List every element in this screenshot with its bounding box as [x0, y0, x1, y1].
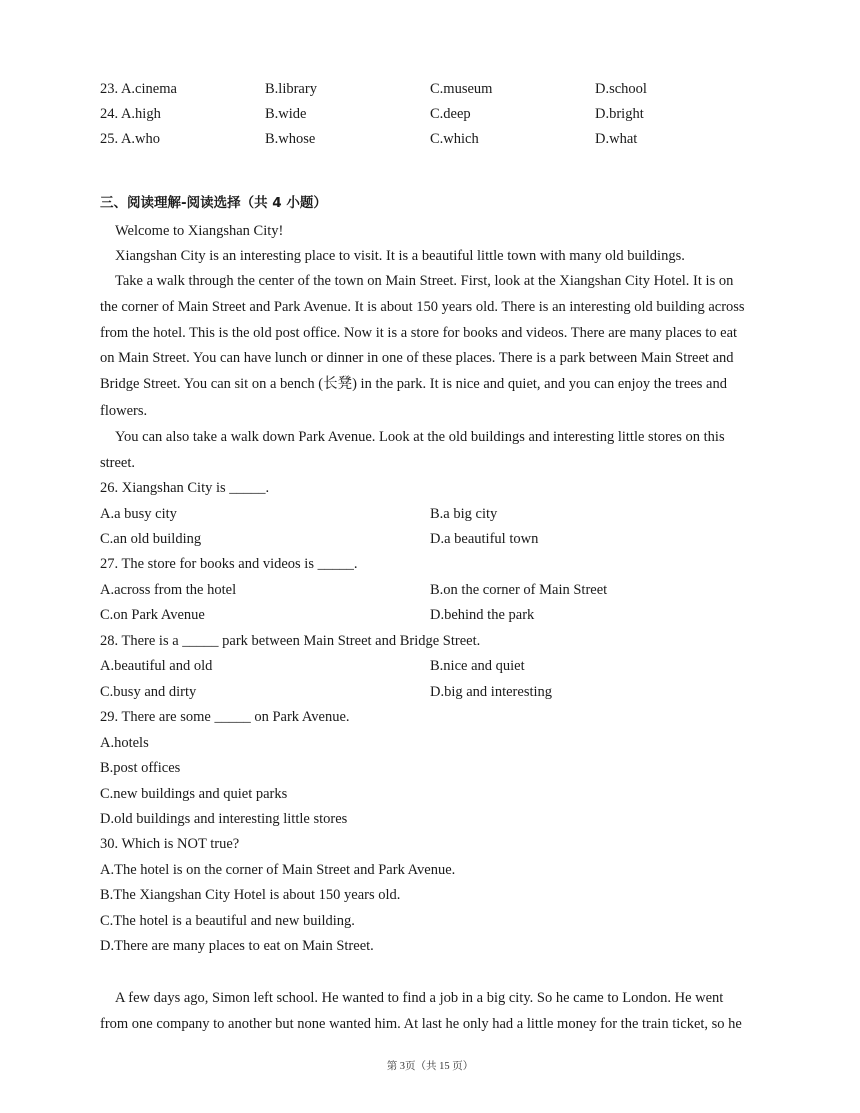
- passage-line: from the hotel. This is the old post office. Now it is a store for books and videos. There are many places to eat: [100, 325, 738, 341]
- q23-option-c: C.museum: [430, 81, 493, 97]
- q30-option-c: C.The hotel is a beautiful and new building.: [100, 913, 355, 929]
- q25-option-d: D.what: [595, 131, 638, 147]
- passage-line: flowers.: [100, 403, 148, 419]
- q29-option-b: B.post offices: [100, 760, 181, 776]
- q26-option-d: D.a beautiful town: [430, 531, 539, 547]
- q25-option-c: C.which: [430, 131, 479, 147]
- q23-option-b: B.library: [265, 81, 317, 97]
- question-28-stem: 28. There is a _____ park between Main Street and Bridge Street.: [100, 633, 481, 649]
- q28-option-a: A.beautiful and old: [100, 658, 213, 674]
- passage-line: Take a walk through the center of the town on Main Street. First, look at the Xiangshan City Hotel. It is on: [115, 273, 734, 289]
- q26-option-b: B.a big city: [430, 506, 498, 522]
- q23-option-d: D.school: [595, 81, 647, 97]
- passage-line: You can also take a walk down Park Avenue. Look at the old buildings and interesting little stores on this: [115, 429, 725, 445]
- q27-option-b: B.on the corner of Main Street: [430, 582, 608, 598]
- q24-option-a: 24. A.high: [100, 106, 161, 122]
- next-passage-line: A few days ago, Simon left school. He wanted to find a job in a big city. So he came to London. He went: [115, 990, 724, 1006]
- q29-option-d: D.old buildings and interesting little stores: [100, 811, 348, 827]
- q27-option-a: A.across from the hotel: [100, 582, 237, 598]
- q27-option-c: C.on Park Avenue: [100, 607, 205, 623]
- question-27-stem: 27. The store for books and videos is _____.: [100, 556, 358, 572]
- passage-title: Welcome to Xiangshan City!: [115, 223, 284, 239]
- question-30-stem: 30. Which is NOT true?: [100, 836, 240, 852]
- q23-option-a: 23. A.cinema: [100, 81, 177, 97]
- passage-line: the corner of Main Street and Park Avenue. It is about 150 years old. There is an interesting old building across: [100, 299, 745, 315]
- next-passage-line: from one company to another but none wanted him. At last he only had a little money for the train ticket, so he: [100, 1016, 742, 1032]
- q25-option-b: B.whose: [265, 131, 316, 147]
- q30-option-d: D.There are many places to eat on Main Street.: [100, 938, 374, 954]
- q27-option-d: D.behind the park: [430, 607, 535, 623]
- section-heading: 三、阅读理解-阅读选择（共 4 小题）: [100, 195, 327, 211]
- q24-option-b: B.wide: [265, 106, 307, 122]
- passage-line: Bridge Street. You can sit on a bench (长凳) in the park. It is nice and quiet, and you can enjoy the trees and: [100, 376, 727, 392]
- passage-line: on Main Street. You can have lunch or dinner in one of these places. There is a park between Main Street and: [100, 350, 734, 366]
- q30-option-b: B.The Xiangshan City Hotel is about 150 years old.: [100, 887, 401, 903]
- passage-line: street.: [100, 455, 136, 471]
- passage-line: Xiangshan City is an interesting place to visit. It is a beautiful little town with many old buildings.: [115, 248, 685, 264]
- question-26-stem: 26. Xiangshan City is _____.: [100, 480, 270, 496]
- q28-option-b: B.nice and quiet: [430, 658, 525, 674]
- q28-option-c: C.busy and dirty: [100, 684, 197, 700]
- q29-option-a: A.hotels: [100, 735, 149, 751]
- q26-option-c: C.an old building: [100, 531, 202, 547]
- q29-option-c: C.new buildings and quiet parks: [100, 786, 288, 802]
- q26-option-a: A.a busy city: [100, 506, 177, 522]
- q28-option-d: D.big and interesting: [430, 684, 553, 700]
- q24-option-d: D.bright: [595, 106, 644, 122]
- q24-option-c: C.deep: [430, 106, 471, 122]
- question-29-stem: 29. There are some _____ on Park Avenue.: [100, 709, 350, 725]
- q25-option-a: 25. A.who: [100, 131, 161, 147]
- page-footer: 第 3页（共 15 页）: [386, 1061, 474, 1072]
- q30-option-a: A.The hotel is on the corner of Main Street and Park Avenue.: [100, 862, 456, 878]
